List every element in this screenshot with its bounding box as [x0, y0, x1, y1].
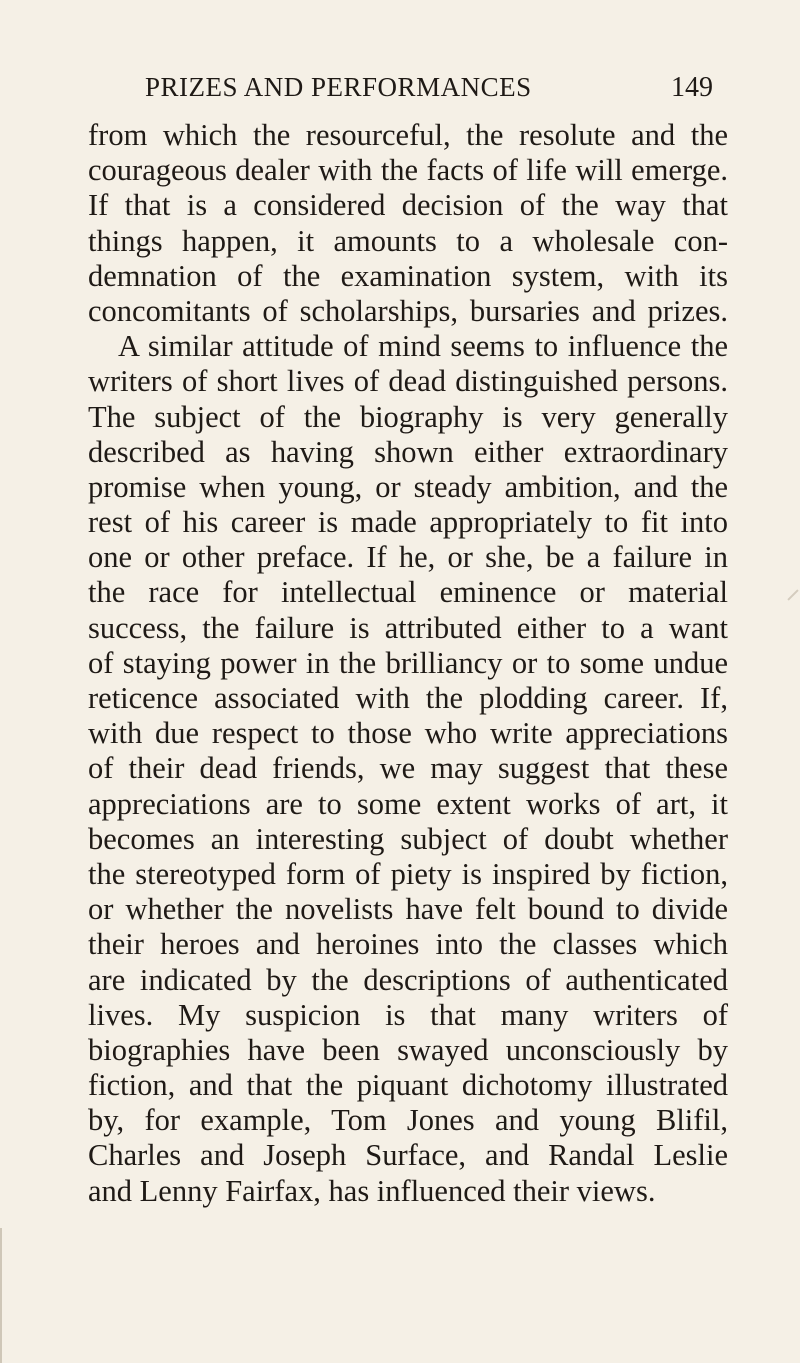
scan-mark	[787, 589, 798, 600]
running-head	[145, 72, 713, 112]
text-line: appreciations are to some extent works of art, it	[88, 786, 728, 821]
text-line: are indicated by the descriptions of authenticated	[88, 962, 728, 997]
text-line: success, the failure is attributed either to a want	[88, 610, 728, 645]
text-line: or whether the novelists have felt bound to divide	[88, 892, 728, 927]
page-edge-mark	[0, 1228, 2, 1363]
text-line: concomitants of scholarships, bursaries and prizes.	[88, 293, 728, 328]
text-line: biographies have been swayed unconsciously by	[88, 1032, 728, 1067]
text-line: courageous dealer with the facts of life will emerge.	[88, 153, 728, 188]
text-line: Charles and Joseph Surface, and Randal Leslie	[88, 1138, 728, 1173]
text-line: one or other preface. If he, or she, be a failure in	[88, 540, 728, 575]
body-text	[88, 118, 728, 1209]
text-line: and Lenny Fairfax, has influenced their views.	[88, 1173, 656, 1208]
text-line: A similar attitude of mind seems to influence the	[118, 329, 728, 364]
running-head-title: PRIZES AND PERFORMANCES	[145, 72, 532, 102]
text-line: their heroes and heroines into the classes which	[88, 927, 728, 962]
text-line: things happen, it amounts to a wholesale con-	[88, 223, 728, 258]
text-line: of staying power in the brilliancy or to some undue	[88, 645, 728, 680]
text-line: fiction, and that the piquant dichotomy illustrated	[88, 1068, 728, 1103]
text-line: described as having shown either extraordinary	[88, 434, 728, 469]
text-line: of their dead friends, we may suggest that these	[88, 751, 728, 786]
text-line: the race for intellectual eminence or material	[88, 575, 728, 610]
text-line: rest of his career is made appropriately to fit into	[88, 505, 728, 540]
text-line: from which the resourceful, the resolute and the	[88, 118, 728, 152]
text-line: reticence associated with the plodding career. If,	[88, 681, 728, 715]
text-line: writers of short lives of dead distinguished persons.	[88, 364, 728, 399]
text-line: with due respect to those who write appreciations	[88, 716, 728, 751]
text-line: demnation of the examination system, with its	[88, 258, 728, 293]
text-line: If that is a considered decision of the way that	[88, 188, 728, 223]
text-line: promise when young, or steady ambition, and the	[88, 469, 728, 504]
text-line: lives. My suspicion is that many writers of	[88, 997, 728, 1032]
text-line: by, for example, Tom Jones and young Blifil,	[88, 1103, 728, 1138]
text-line: The subject of the biography is very generally	[88, 399, 728, 434]
text-line: the stereotyped form of piety is inspired by fiction,	[88, 856, 728, 891]
text-line: becomes an interesting subject of doubt whether	[88, 821, 728, 856]
page-number: 149	[671, 72, 713, 103]
